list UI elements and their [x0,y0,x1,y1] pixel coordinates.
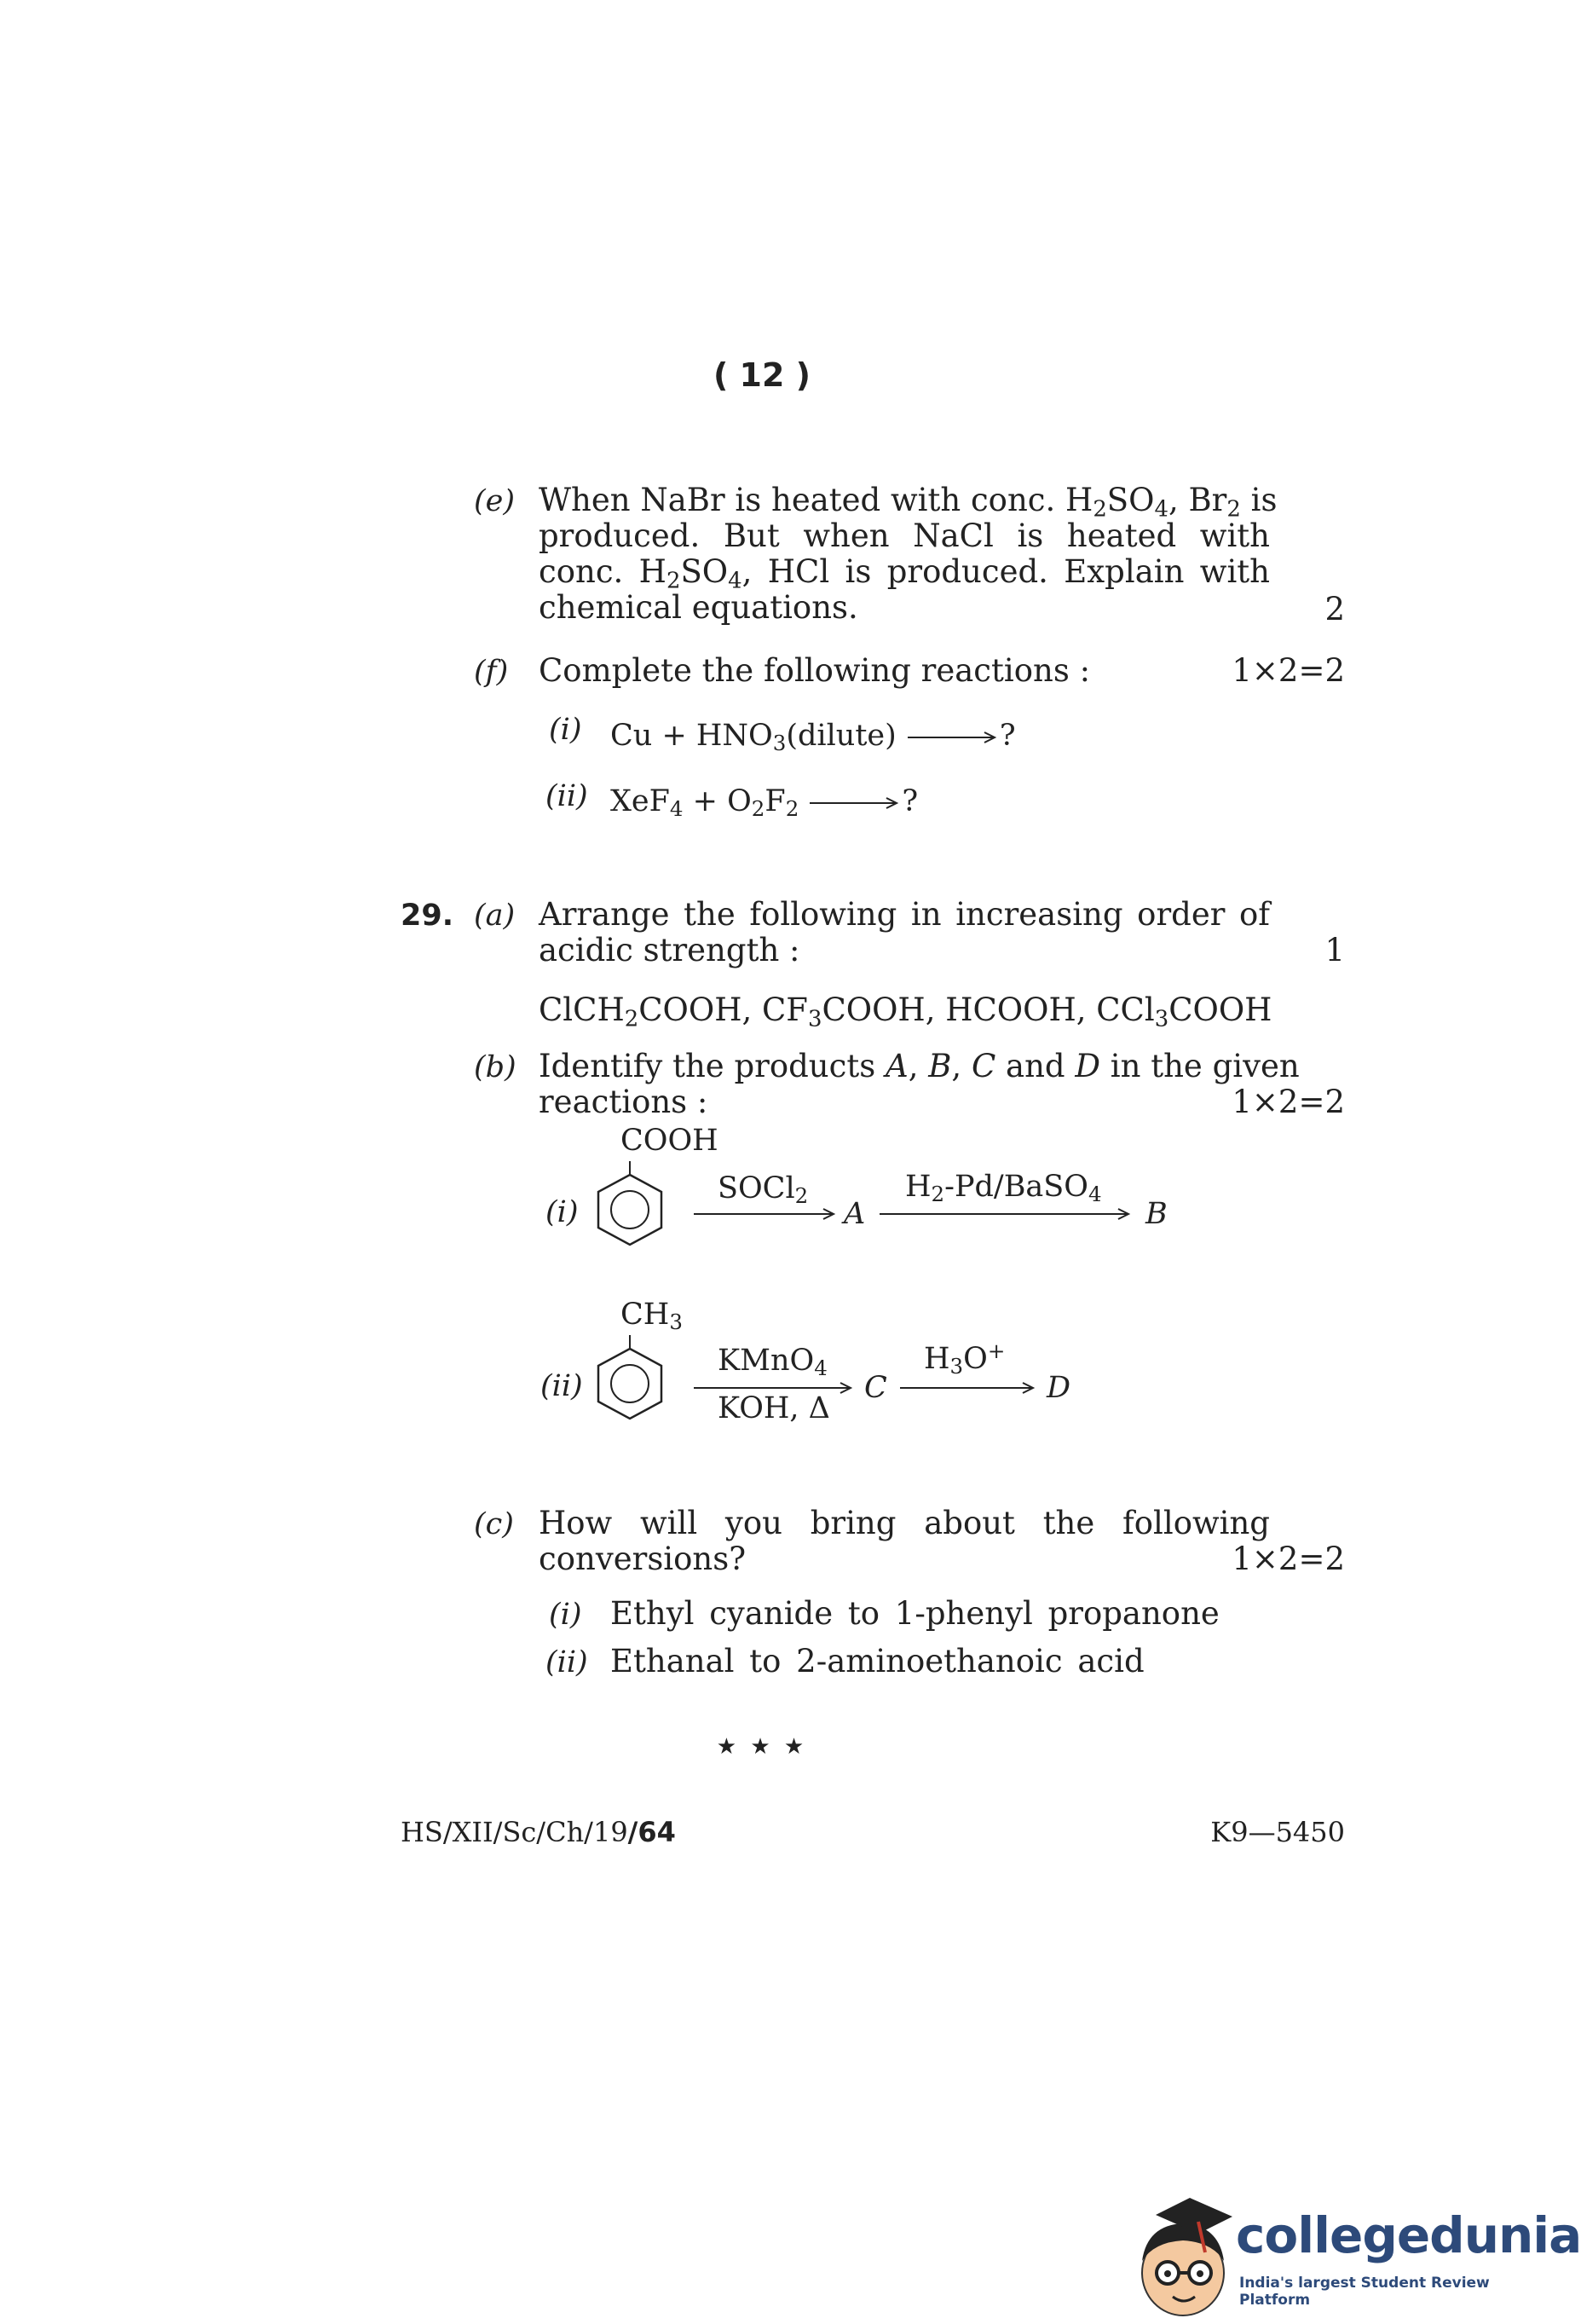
q28f-i-reaction: $Cu + HNO_3(dilute)$ ? [610,719,1016,756]
q28f-ii-reaction: $XeF_4 + O_2F_2$ ? [610,784,919,822]
page-number: ( 12 ) [713,356,811,394]
mascot-icon [1130,2191,1241,2319]
q28e-line1: When NaBr is heated with conc. $H_2SO_4$, $Br_2$ is [539,482,1278,523]
q29b-ii-reagent1-top: KMnO$_4$ [718,1344,828,1381]
benzene-ring-icon [586,1161,680,1255]
q29a-line1: Arrange the following in increasing order of [539,896,1270,933]
q29c-label: (c) [474,1507,514,1541]
logo-brand: collegedunia [1236,2206,1581,2264]
q29c-line2: conversions? [539,1541,747,1577]
q29b-label: (b) [474,1050,516,1084]
reaction-arrow [878,1205,1134,1223]
benzene-ring-icon [586,1335,680,1429]
q29a-label: (a) [474,899,516,933]
q29b-i-product1: A [844,1197,866,1231]
q28e-marks: 2 [1324,591,1345,627]
q29b-ii-label: (ii) [540,1369,583,1403]
q28e-line4: chemical equations. [539,589,858,626]
q29c-i-text: Ethyl cyanide to 1-phenyl propanone [610,1595,1220,1632]
q29c-line1: How will you bring about the following [539,1505,1270,1541]
q29b-line2: reactions : [539,1084,708,1120]
q29a-marks: 1 [1324,932,1345,968]
q29b-i-label: (i) [545,1195,579,1229]
q28f-marks: 1×2=2 [1232,652,1345,689]
q29a-compounds: ClCH$_2$COOH, $CF_3COOH$, HCOOH, CCl$_3$COOH [539,991,1272,1032]
q29a-line2: acidic strength : [539,932,800,968]
q29c-ii-text: Ethanal to 2-aminoethanoic acid [610,1643,1145,1679]
q28e-label: (e) [474,484,516,518]
q29-number: 29. [401,899,454,933]
reaction-arrow [906,729,1000,746]
q29b-ii-reagent2: $H_3O^+$ [924,1338,1006,1379]
q29b-marks: 1×2=2 [1232,1084,1345,1120]
q29a-text [539,897,1270,968]
q28f-label: (f) [474,655,509,689]
q29b-ii-product1: C [864,1371,887,1405]
q28e-line2: produced. But when NaCl is heated with [539,517,1270,554]
q29c-text [539,1506,1270,1577]
logo-tagline: India's largest Student Review Platform [1239,2275,1490,2309]
reaction-arrow [808,795,902,812]
q28e-text [539,482,1278,626]
q29b-ii-reagent1-bottom: KOH, Δ [718,1391,830,1425]
footer-code-right: K9—5450 [1210,1816,1345,1848]
collegedunia-logo [1130,2191,1581,2319]
q29b-i-product2: B [1145,1197,1168,1231]
q28f-text: Complete the following reactions : [539,652,1091,689]
footer-code-left: HS/XII/Sc/Ch/19/64 [401,1816,676,1848]
q29b-ii-product2: D [1047,1371,1071,1405]
q29b-line1: Identify the products A, B, C and D in the given [539,1048,1300,1084]
q29b-i-substituent: COOH [620,1124,718,1158]
q28f-ii-label: (ii) [545,779,588,813]
q29c-i-label: (i) [549,1598,582,1632]
end-stars: ★ ★ ★ [716,1734,808,1760]
q29b-i-reagent1: SOCl$_2$ [718,1171,809,1209]
q29b-ii-substituent: $CH_3$ [620,1298,683,1335]
q29b-i-reagent2: $H_2-Pd/BaSO_4$ [905,1170,1102,1207]
q29c-marks: 1×2=2 [1232,1541,1345,1577]
reaction-arrow [692,1205,837,1223]
q29c-ii-label: (ii) [545,1645,588,1679]
q28f-i-label: (i) [549,713,582,747]
q28e-line3: conc. $H_2SO_4$, HCl is produced. Explain with [539,553,1270,594]
reaction-arrow [898,1379,1038,1396]
